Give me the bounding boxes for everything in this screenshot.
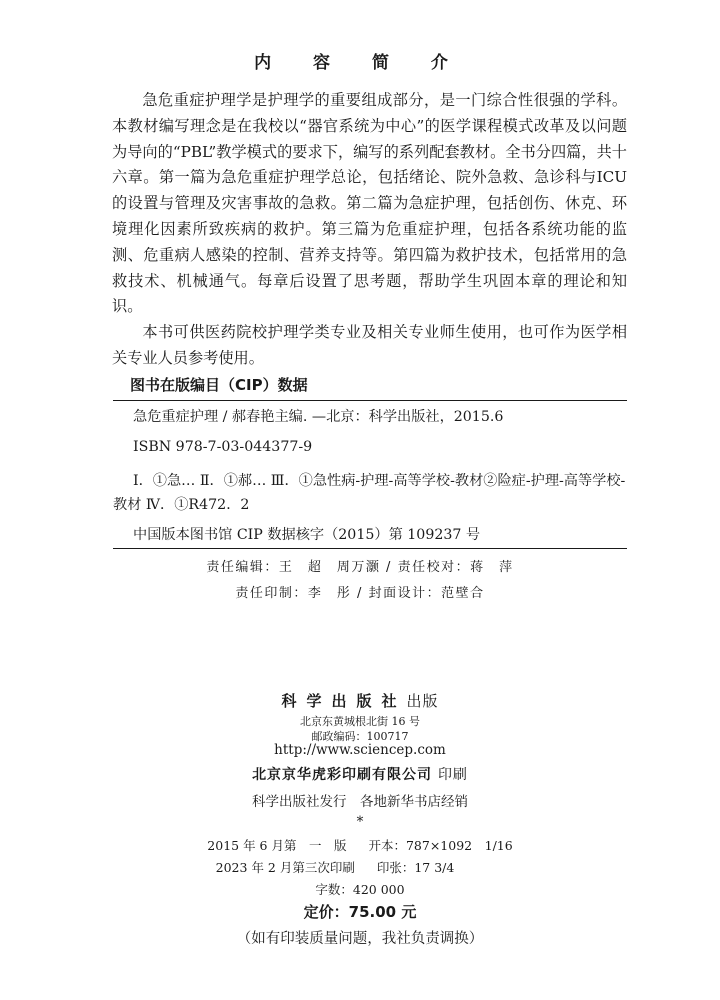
publisher-address: 北京东黄城根北街 16 号 (300, 715, 420, 728)
cip-classification: Ⅰ．①急… Ⅱ．①郝… Ⅲ．①急性病-护理-高等学校-教材②险症-护理-高等学校-教材 Ⅳ．①R472．2 (113, 473, 626, 513)
printing-info: 2023 年 2 月第三次印刷 (215, 860, 355, 875)
publisher-line (0, 690, 720, 711)
page-title: 内 容 简 介 (254, 53, 466, 73)
cip-isbn: ISBN 978-7-03-044377-9 (133, 439, 313, 455)
publisher-suffix: 出版 (406, 692, 439, 710)
cip-bottom-rule (113, 548, 627, 549)
cip-bibliographic-line: 急危重症护理 / 郝春艳主编. —北京：科学出版社，2015.6 (133, 409, 504, 425)
distribution-line: 科学出版社发行 各地新华书店经销 (252, 794, 468, 810)
printer-name: 北京京华虎彩印刷有限公司 (252, 767, 433, 783)
cip-heading: 图书在版编目（CIP）数据 (130, 376, 308, 394)
separator-asterisk: * (356, 814, 364, 830)
publisher-postcode: 邮政编码：100717 (311, 730, 409, 743)
word-count: 字数：420 000 (315, 882, 405, 897)
imprint-row-2 (0, 858, 720, 876)
cip-record (113, 405, 627, 547)
cip-data-number: 中国版本图书馆 CIP 数据核字（2015）第 109237 号 (133, 527, 481, 543)
publisher-website: http://www.sciencep.com (274, 742, 446, 758)
summary-paragraph-1: 急危重症护理学是护理学的重要组成部分，是一门综合性很强的学科。本教材编写理念是在我校以“器官系统为中心”的医学课程模式改革及以问题为导向的“PBL”教学模式的要求下，编写的系列配套教材。全书分四篇，共十六章。第一篇为急危重症护理学总论，包括绪论、院外急救、急诊科与ICU的设置与管理及灾害事故的急救。第二篇为急症护理，包括创伤、休克、环境理化因素所致疾病的救护。第三篇为危重症护理，包括各系统功能的监测、危重病人感染的控制、营养支持等。第四篇为救护技术，包括常用的急救技术、机械通气。每章后设置了思考题，帮助学生巩固本章的理论和知识。 (112, 91, 627, 316)
format-info: 开本：787×1092 1/16 (368, 838, 513, 853)
sheets-info: 印张：17 3/4 (376, 860, 455, 875)
editorial-staff-line-1: 责任编辑：王 超 周万灏 / 责任校对：蒋 萍 (206, 560, 514, 575)
printer-line (0, 764, 720, 784)
imprint-row-1 (0, 836, 720, 854)
cip-top-rule (113, 400, 627, 401)
price: 定价：75.00 元 (303, 903, 417, 921)
printer-suffix: 印刷 (437, 767, 468, 783)
edition-info: 2015 年 6 月第 一 版 (207, 838, 347, 853)
editorial-staff-line-2: 责任印制：李 彤 / 封面设计：范壁合 (235, 586, 485, 601)
quality-notice: （如有印装质量问题，我社负责调换） (236, 931, 484, 947)
summary-paragraph-2: 本书可供医药院校护理学类专业及相关专业师生使用，也可作为医学相关专业人员参考使用。 (112, 323, 627, 367)
publisher-name: 科学出版社 (281, 692, 407, 710)
content-summary (112, 88, 627, 372)
